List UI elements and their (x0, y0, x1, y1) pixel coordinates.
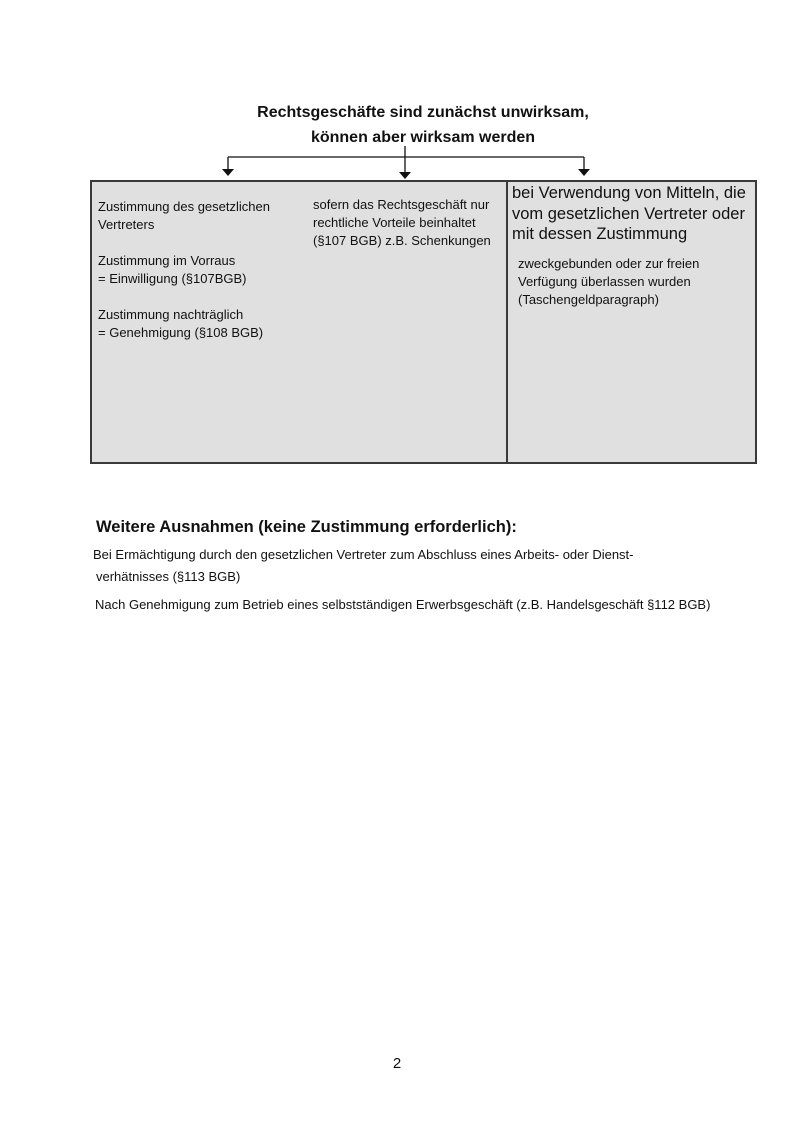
box3-large-line: mit dessen Zustimmung (512, 225, 688, 243)
exception-paragraph-1 (93, 544, 634, 588)
exception-1-line-2: verhätnisses (§113 BGB) (96, 569, 241, 584)
box3-small-line: Verfügung überlassen wurden (518, 273, 691, 289)
page-number: 2 (392, 1055, 402, 1072)
box-consent-legal-representative (90, 180, 310, 464)
box1-line: = Genehmigung (§108 BGB) (98, 325, 264, 340)
box1-line: Vertreters (98, 217, 155, 232)
arrowhead-right-icon (578, 169, 590, 176)
box1-line: Zustimmung des gesetzlichen (98, 199, 270, 214)
box-pocket-money (508, 180, 757, 464)
section-title: Weitere Ausnahmen (keine Zustimmung erforderlich): (96, 518, 517, 536)
box3-small-line: (Taschengeldparagraph) (518, 291, 659, 307)
heading-line-1: Rechtsgeschäfte sind zunächst unwirksam, (257, 104, 589, 121)
box3-small-line: zweckgebunden oder zur freien (518, 255, 700, 271)
box1-line: Zustimmung im Vorraus (98, 253, 236, 268)
arrowhead-left-icon (222, 169, 234, 176)
box1-line: Zustimmung nachträglich (98, 307, 244, 322)
connector-arrows (0, 0, 794, 190)
heading-line-2: können aber wirksam werden (310, 129, 536, 146)
exception-1-line-1: Bei Ermächtigung durch den gesetzlichen Vertreter zum Abschluss eines Arbeits- oder Dienst- (93, 547, 634, 562)
box2-line: (§107 BGB) z.B. Schenkungen (313, 233, 491, 248)
box2-line: sofern das Rechtsgeschäft nur (313, 197, 490, 212)
box-legal-advantage (308, 180, 508, 464)
box3-large-line: vom gesetzlichen Vertreter oder (512, 204, 745, 223)
exception-paragraph-2: Nach Genehmigung zum Betrieb eines selbstständigen Erwerbsgeschäft (z.B. Handelsgeschäft §112 BGB) (95, 597, 711, 612)
box2-line: rechtliche Vorteile beinhaltet (313, 215, 476, 230)
box3-large-line: bei Verwendung von Mitteln, die (512, 184, 746, 202)
box1-line: = Einwilligung (§107BGB) (98, 271, 247, 286)
arrowhead-center-icon (399, 172, 411, 179)
